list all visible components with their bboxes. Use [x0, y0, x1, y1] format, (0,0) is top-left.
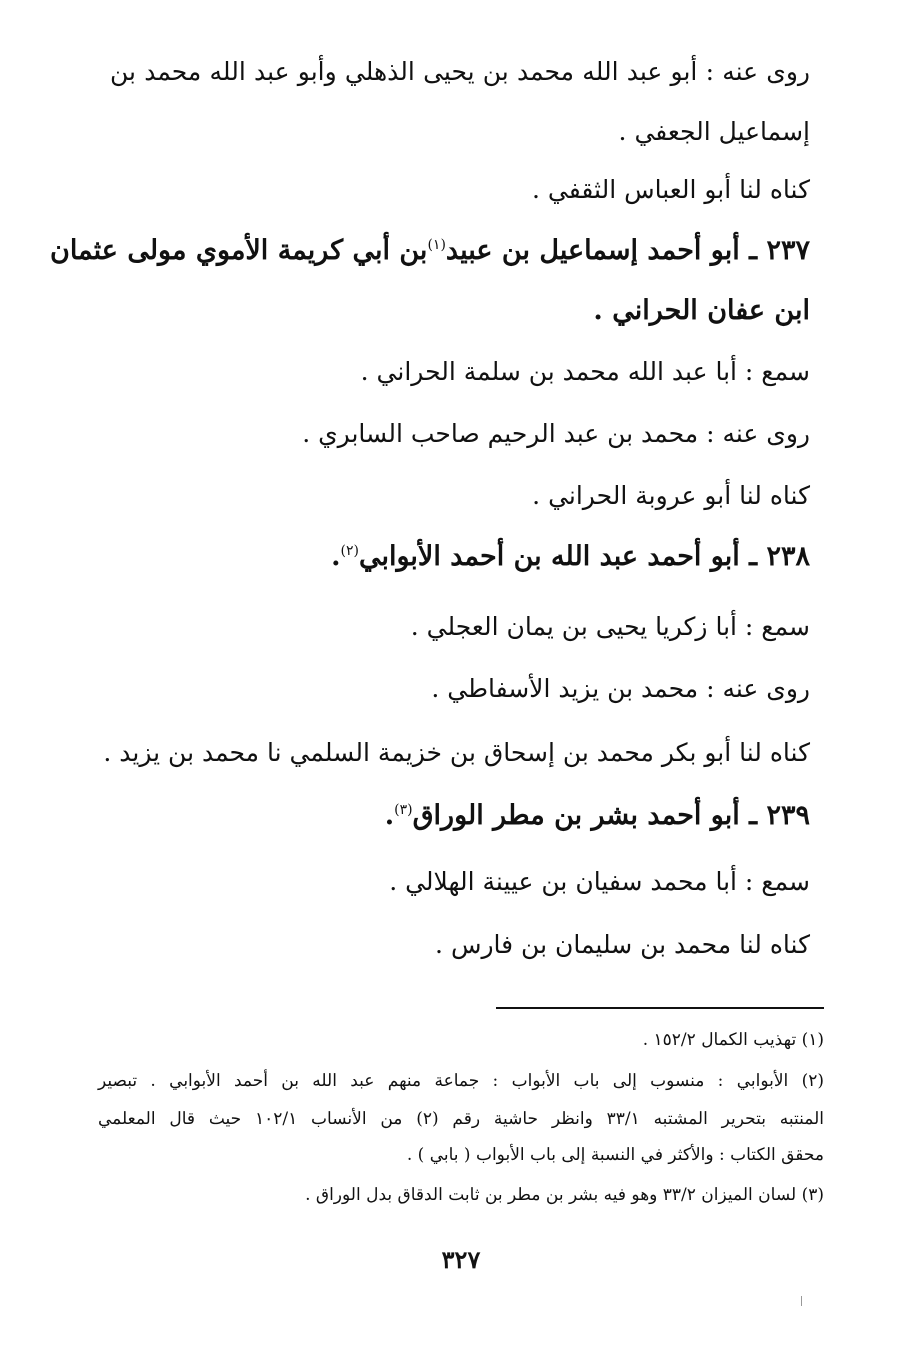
heading-text: ابن عفان الحراني . — [593, 295, 810, 326]
text-line — [532, 170, 810, 210]
footnote-text: (٣) لسان الميزان ٣٣/٢ وهو فيه بشر بن مطر بن ثابت الدقاق بدل الوراق . — [305, 1185, 824, 1205]
heading-text: ٢٣٨ ـ أبو أحمد عبد الله بن أحمد الأبوابي — [358, 541, 810, 572]
entry-heading-continuation — [593, 291, 810, 331]
line-text: روى عنه : محمد بن يزيد الأسفاطي . — [431, 674, 810, 703]
footnote-divider — [496, 1007, 824, 1009]
footnote-1 — [643, 1025, 824, 1055]
line-text: كناه لنا أبو العباس الثقفي . — [532, 175, 810, 204]
heading-text: ٢٣٧ ـ أبو أحمد إسماعيل بن عبيد — [445, 235, 810, 266]
footnote-3 — [305, 1180, 824, 1210]
footnote-2-continuation — [98, 1104, 824, 1134]
line-text: روى عنه : أبو عبد الله محمد بن يحيى الذهلي وأبو عبد الله محمد بن — [110, 57, 810, 86]
text-line — [431, 669, 810, 709]
text-line — [389, 862, 810, 902]
text-line — [103, 733, 810, 773]
heading-text: بن أبي كريمة الأموي مولى عثمان — [50, 235, 428, 266]
entry-heading-238 — [331, 537, 810, 577]
footnote-2-continuation — [407, 1140, 824, 1170]
line-text: روى عنه : محمد بن عبد الرحيم صاحب السابري . — [302, 419, 810, 448]
page-number: ٣٢٧ — [441, 1245, 481, 1274]
footnote-text: (١) تهذيب الكمال ١٥٢/٢ . — [642, 1030, 824, 1050]
text-line — [411, 607, 810, 647]
line-text: إسماعيل الجعفي . — [618, 117, 810, 146]
heading-text: ٢٣٩ ـ أبو أحمد بشر بن مطر الوراق — [412, 800, 810, 831]
footnote-ref-1: (١) — [427, 237, 446, 253]
heading-period: . — [384, 800, 395, 831]
text-line — [619, 112, 810, 152]
line-text: كناه لنا محمد بن سليمان بن فارس . — [435, 930, 810, 959]
text-line — [302, 414, 810, 454]
entry-heading-237 — [50, 231, 810, 271]
scan-mark — [801, 1296, 802, 1306]
line-text: كناه لنا أبو بكر محمد بن إسحاق بن خزيمة السلمي نا محمد بن يزيد . — [103, 738, 810, 767]
line-text: سمع : أبا زكريا يحيى بن يمان العجلي . — [410, 612, 810, 641]
text-line — [532, 476, 810, 516]
line-text: سمع : أبا عبد الله محمد بن سلمة الحراني . — [360, 357, 810, 386]
footnote-ref-2: (٢) — [340, 543, 359, 559]
footnote-text: (٢) الأبوابي : منسوب إلى باب الأبواب : جماعة منهم عبد الله بن أحمد الأبوابي . تبصير — [98, 1071, 824, 1091]
footnote-2 — [98, 1066, 824, 1096]
footnote-text: المنتبه بتحرير المشتبه ٣٣/١ وانظر حاشية رقم (٢) من الأنساب ١٠٢/١ حيث قال المعلمي — [98, 1109, 825, 1129]
entry-heading-239 — [385, 796, 810, 836]
footnote-ref-3: (٣) — [394, 802, 413, 818]
text-line — [110, 52, 810, 92]
line-text: كناه لنا أبو عروبة الحراني . — [532, 481, 810, 510]
footnote-text: محقق الكتاب : والأكثر في النسبة إلى باب الأبواب ( بابي ) . — [406, 1145, 824, 1165]
text-line — [435, 925, 810, 965]
heading-period: . — [331, 541, 341, 572]
line-text: سمع : أبا محمد سفيان بن عيينة الهلالي . — [389, 867, 810, 896]
text-line — [361, 352, 810, 392]
